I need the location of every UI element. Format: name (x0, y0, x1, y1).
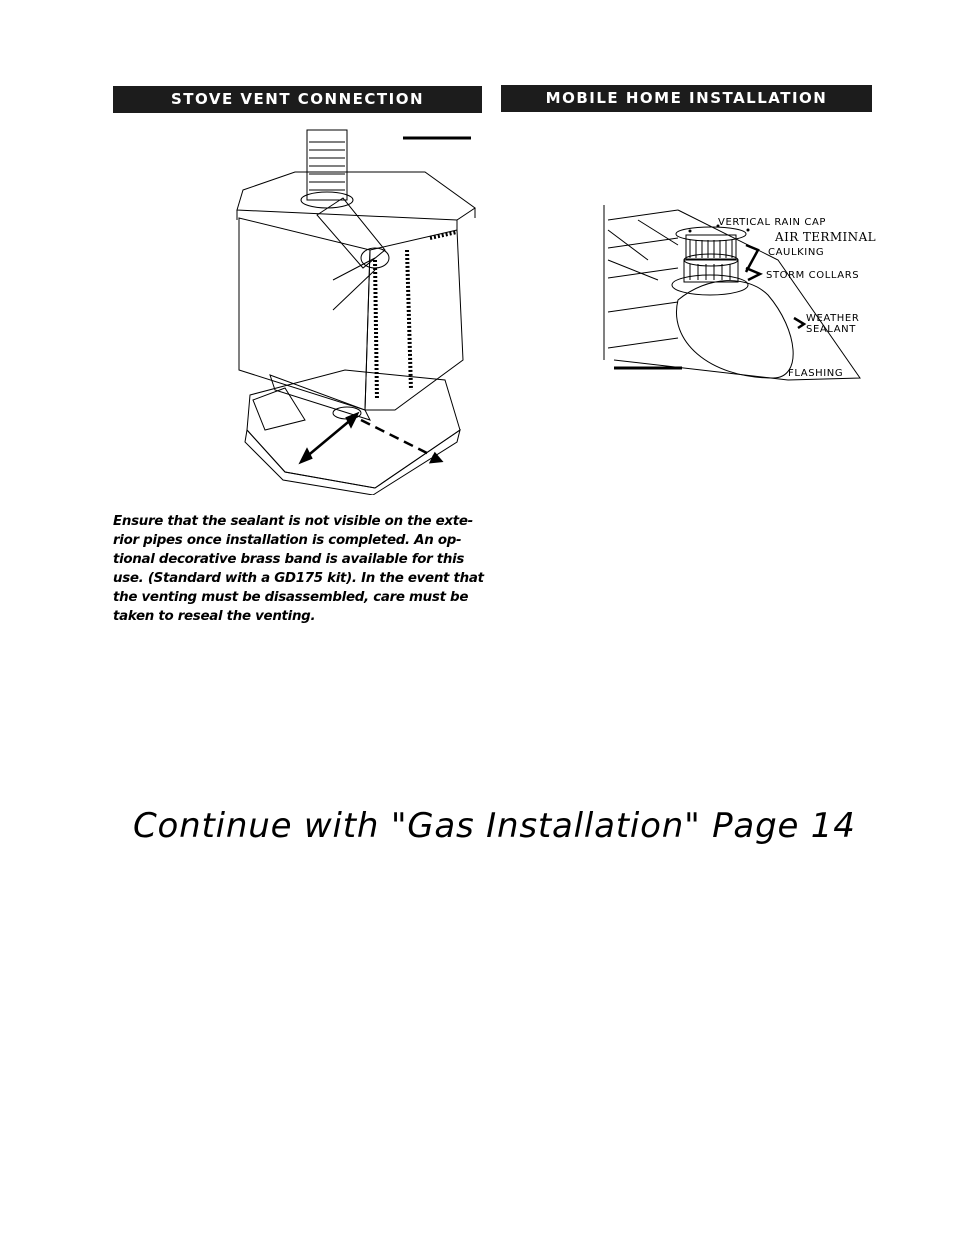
stove-vent-connection-heading: STOVE VENT CONNECTION (113, 86, 482, 113)
storm-collars-label: STORM COLLARS (766, 270, 860, 281)
stove-illustration (225, 120, 490, 495)
mobile-home-installation-heading: MOBILE HOME INSTALLATION (501, 85, 872, 112)
caulking-label: CAULKING (768, 247, 825, 258)
continue-note: Continue with "Gas Installation" Page 14 (133, 806, 856, 846)
weather-label: WEATHER (806, 313, 860, 324)
rain-cap-label: VERTICAL RAIN CAP (718, 217, 827, 228)
flashing-label: FLASHING (788, 368, 844, 379)
sealant-label: SEALANT (806, 324, 856, 335)
air-terminal-label: AIR TERMINAL (775, 230, 877, 244)
mobile-home-roof-illustration (598, 200, 888, 390)
sealant-instructions: Ensure that the sealant is not visible on the exte-rior pipes once installation is completed. An op-tional decorative brass band is available for this use. (Standard with a GD175 kit). In the event that the venting must be disassembled, care must be taken to reseal the venting. (113, 514, 484, 624)
